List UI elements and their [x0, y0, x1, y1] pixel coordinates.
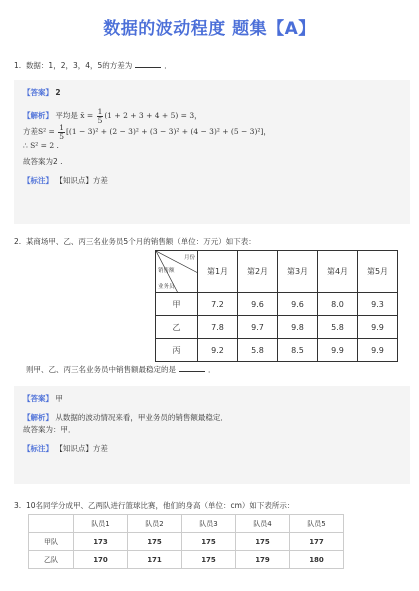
answer-tag: 【答案】	[23, 394, 53, 403]
column-header: 队员2	[128, 515, 182, 533]
answer-tag: 【答案】	[23, 88, 53, 97]
column-header: 第4月	[318, 251, 358, 293]
answer-box-2	[14, 386, 410, 484]
table-cell: 7.8	[198, 316, 238, 339]
question-number: 2.	[14, 237, 22, 246]
table-cell: 179	[236, 551, 290, 569]
table-row	[156, 293, 398, 316]
table-cell: 175	[236, 533, 290, 551]
row-header: 甲队	[29, 533, 74, 551]
table-cell: 9.7	[238, 316, 278, 339]
table-row	[29, 551, 344, 569]
column-header: 队员1	[74, 515, 128, 533]
column-header: 队员5	[290, 515, 344, 533]
table-cell: 5.8	[318, 316, 358, 339]
height-table	[28, 514, 344, 569]
question-3	[14, 500, 294, 511]
mean-expression: (1 + 2 + 3 + 4 + 5) = 3	[104, 111, 195, 121]
table-header-row	[29, 515, 344, 533]
table-cell: 175	[182, 533, 236, 551]
note-tag: 【标注】	[23, 443, 53, 453]
table-cell: 173	[74, 533, 128, 551]
table-cell: 8.5	[278, 339, 318, 362]
table-cell: 175	[128, 533, 182, 551]
question-text: 某商场甲、乙、丙三名业务员5个月的销售额（单位：万元）如下表：	[25, 237, 256, 246]
table-row	[29, 533, 344, 551]
note-text: 【知识点】方差	[55, 175, 108, 185]
table-cell: 9.8	[278, 316, 318, 339]
analysis-text: 从数据的波动情况来看，甲业务员的销售额最稳定．	[55, 413, 228, 423]
conclusion: 故答案为：甲．	[23, 424, 76, 434]
table-row	[156, 339, 398, 362]
table-cell: 9.9	[358, 316, 398, 339]
row-header: 乙队	[29, 551, 74, 569]
table-cell: 7.2	[198, 293, 238, 316]
row-header: 甲	[156, 293, 198, 316]
question-number: 3.	[14, 501, 22, 510]
answer-blank	[179, 364, 205, 372]
therefore-line: ∴ S² = 2 .	[23, 141, 59, 151]
answer-value: 甲	[55, 394, 63, 403]
table-cell: 175	[182, 551, 236, 569]
question-text: 10名同学分成甲、乙两队进行篮球比赛，他们的身高（单位：cm）如下表所示：	[25, 501, 295, 510]
variance-expression: [(1 − 3)² + (2 − 3)² + (3 − 3)² + (4 − 3)² + (5 − 3)²]，	[65, 127, 271, 137]
row-header: 丙	[156, 339, 198, 362]
table-cell: 171	[128, 551, 182, 569]
table-cell: 170	[74, 551, 128, 569]
column-header: 第5月	[358, 251, 398, 293]
analysis-tag: 【解析】	[23, 413, 53, 423]
table-row	[156, 316, 398, 339]
table-cell: 180	[290, 551, 344, 569]
document-title: 数据的波动程度 题集【A】	[103, 19, 316, 39]
sales-table	[155, 250, 398, 362]
column-header: 队员4	[236, 515, 290, 533]
table-cell: 9.6	[278, 293, 318, 316]
column-header: 队员3	[182, 515, 236, 533]
question-number: 1.	[14, 61, 22, 70]
table-cell: 5.8	[238, 339, 278, 362]
note-text: 【知识点】方差	[55, 443, 108, 453]
question-text: 数据：1，2，3，4，5的方差为	[25, 61, 133, 70]
column-header	[29, 515, 74, 533]
answer-box-1: 【答案】 2 【解析】 平均是 x̄ = $\frac{1}{5}$ (1 + 2 + 3 + 4 + 5) = 3， 方差S² = $\frac{1}{5}$ [(1 − 3)² + (2 − 3)² + (3 − 3)² + (4 − 3)² + (5 − 3)²]， ∴ S² = 2 . 故答案为2 . 【标注】 【知识点】方差	[14, 80, 410, 224]
table-cell: 9.6	[238, 293, 278, 316]
question-2	[14, 236, 256, 247]
table-cell: 177	[290, 533, 344, 551]
table-cell: 9.2	[198, 339, 238, 362]
column-header: 第3月	[278, 251, 318, 293]
table-cell: 9.9	[358, 339, 398, 362]
answer-value: 2	[55, 88, 61, 97]
note-tag: 【标注】	[23, 175, 53, 185]
table-cell: 9.3	[358, 293, 398, 316]
table-cell: 9.9	[318, 339, 358, 362]
table-cell: 8.0	[318, 293, 358, 316]
analysis-tag: 【解析】	[23, 111, 53, 121]
row-header: 乙	[156, 316, 198, 339]
table-corner-header: 月份 销售额 业务员	[156, 251, 198, 293]
column-header: 第1月	[198, 251, 238, 293]
conclusion: 故答案为2 .	[23, 156, 63, 166]
column-header: 第2月	[238, 251, 278, 293]
question-2-prompt: 则甲、乙、丙三名业务员中销售额最稳定的是 ．	[26, 365, 216, 374]
question-1: 1. 数据：1，2，3，4，5的方差为 ．	[14, 61, 172, 70]
answer-blank	[135, 60, 161, 68]
